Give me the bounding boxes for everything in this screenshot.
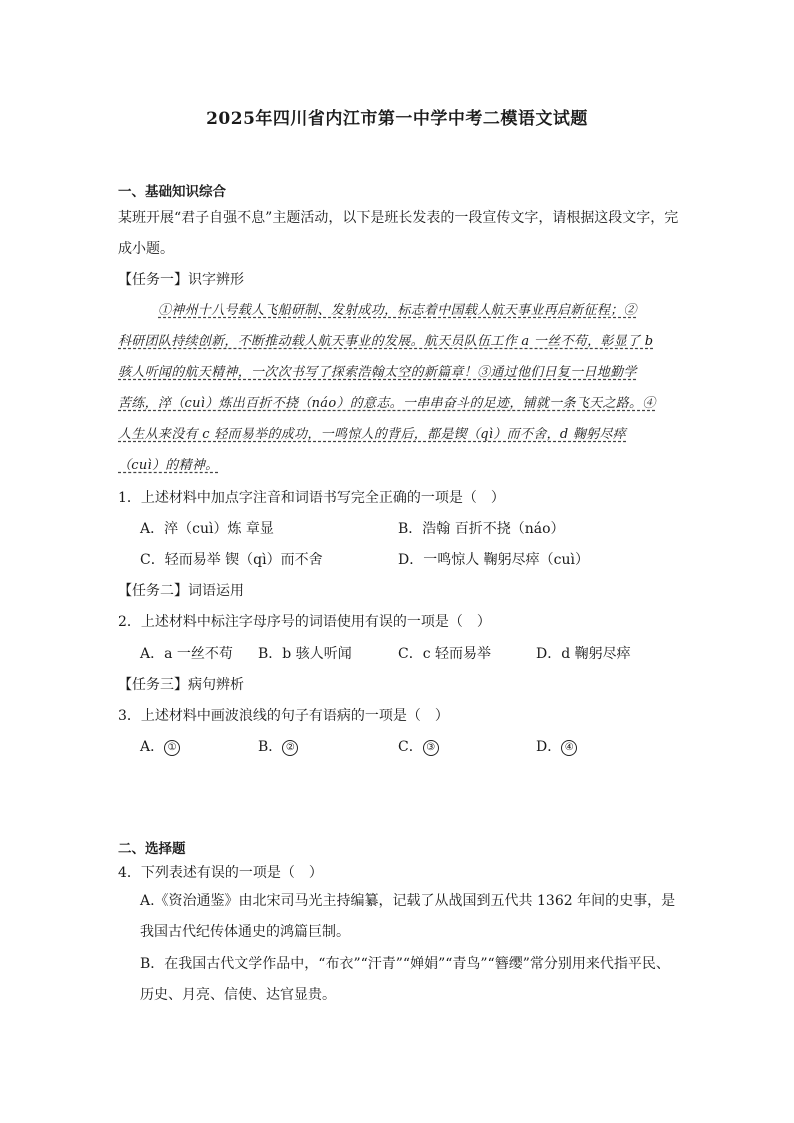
question-3-option-c[interactable] [398,736,439,756]
question-4-stem: 4．下列表述有误的一项是（ ） [118,865,323,881]
question-1-stem: 1．上述材料中加点字注音和词语书写完全正确的一项是（ ） [118,490,505,506]
intro-text-line-2: 成小题。 [118,241,174,257]
question-3-option-b[interactable] [258,736,298,756]
passage-line: 骇人听闻的航天精神，一次次书写了探索浩翰太空的新篇章！③通过他们日复一日地勤学 [118,365,637,380]
section-heading-choice: 二、选择题 [118,841,186,857]
option-letter: A． [140,739,165,755]
task-3-heading: 【任务三】病句辨析 [118,677,244,693]
passage-line: 人生从来没有 c 轻而易举的成功，一鸣惊人的背后，都是锲（qì）而不舍，d 鞠躬尽瘁 [118,427,627,442]
option-letter: D． [536,739,562,755]
question-3-stem: 3．上述材料中画波浪线的句子有语病的一项是（ ） [118,708,449,724]
intro-text-line-1: 某班开展“君子自强不息”主题活动，以下是班长发表的一段宣传文字，请根据这段文字，完 [118,210,679,226]
option-mark: ④ [561,740,577,756]
question-4-option-a[interactable]: A.《资治通鉴》由北宋司马光主持编纂，记载了从战国到五代共 1362 年间的史事，是我国古代纪传体通史的鸿篇巨制。 [140,893,676,940]
question-2-option-c[interactable]: C．c 轻而易举 [398,646,492,662]
passage-line: （cuì）的精神。 [118,458,219,473]
option-letter: B． [258,739,283,755]
question-2-option-b[interactable]: B．b 骇人听闻 [258,646,352,662]
question-2-option-d[interactable]: D．d 鞠躬尽瘁 [536,646,631,662]
question-3-option-a[interactable] [140,736,180,756]
section-heading-basic: 一、基础知识综合 [118,184,226,200]
option-mark: ② [282,740,298,756]
option-mark: ① [164,740,180,756]
question-2-option-a[interactable]: A．a 一丝不苟 [140,646,233,662]
question-4-option-b[interactable]: B．在我国古代文学作品中，“布衣”“汗青”“婵娟”“青鸟”“簪缨”常分别用来代指平民、历史、月亮、信使、达官显贵。 [140,956,670,1003]
question-3-option-d[interactable] [536,736,577,756]
option-mark: ③ [423,740,439,756]
question-1-option-d[interactable]: D．一鸣惊人 鞠躬尽瘁（cuì） [398,552,590,568]
question-1-option-a[interactable]: A．淬（cuì）炼 章显 [140,521,274,537]
task-1-heading: 【任务一】识字辨形 [118,272,244,288]
question-1-option-b[interactable]: B．浩翰 百折不挠（náo） [398,521,565,537]
passage-line: 科研团队持续创新，不断推动载人航天事业的发展。航天员队伍工作 a 一丝不苟，彰显了 b [118,334,654,349]
page-title: 2025年四川省内江市第一中学中考二模语文试题 [206,109,588,129]
task-2-heading: 【任务二】词语运用 [118,583,244,599]
question-1-option-c[interactable]: C．轻而易举 锲（qì）而不舍 [140,552,323,568]
passage-line: 苦练，淬（cuì）炼出百折不挠（náo）的意志。一串串奋斗的足迹，铺就一条飞天之路。④ [118,396,656,411]
passage-line: ①神州十八号载人飞船研制、发射成功，标志着中国载人航天事业再启新征程；② [158,303,637,318]
question-2-stem: 2．上述材料中标注字母序号的词语使用有误的一项是（ ） [118,614,491,630]
option-letter: C． [398,739,423,755]
